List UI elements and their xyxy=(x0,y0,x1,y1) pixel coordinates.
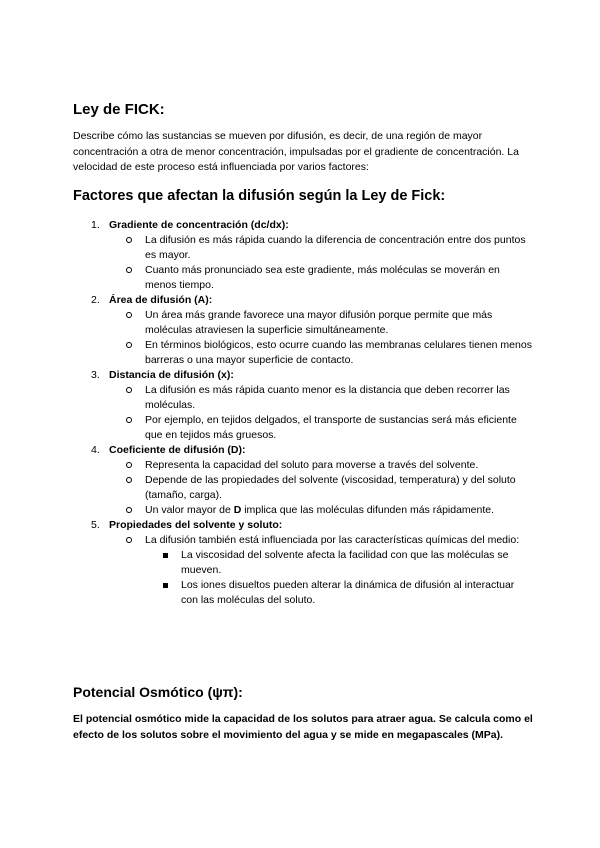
factor-details xyxy=(109,308,533,368)
hollow-bullet-icon xyxy=(126,342,132,348)
list-number: 5. xyxy=(91,519,100,531)
factor-item xyxy=(73,518,533,608)
detail-text: La difusión también está influenciada por las características químicas del medio: xyxy=(145,534,520,546)
nested-text: La viscosidad del solvente afecta la facilidad con que las moléculas se mueven. xyxy=(181,549,509,576)
nested-item xyxy=(145,548,533,578)
detail-item xyxy=(109,338,533,368)
factor-heading: Gradiente de concentración (dc/dx): xyxy=(109,219,289,231)
factor-details xyxy=(109,233,533,293)
hollow-bullet-icon xyxy=(126,312,132,318)
detail-text: Un valor mayor de xyxy=(145,504,234,516)
hollow-bullet-icon xyxy=(126,237,132,243)
factor-item xyxy=(73,368,533,443)
detail-text: Cuanto más pronunciado sea este gradiente, más moléculas se moverán en menos tiempo. xyxy=(145,264,500,291)
factor-item xyxy=(73,293,533,368)
detail-text: En términos biológicos, esto ocurre cuando las membranas celulares tienen menos barreras o una mayor superficie de contacto. xyxy=(145,339,532,366)
list-number: 2. xyxy=(91,294,100,306)
hollow-bullet-icon xyxy=(126,462,132,468)
factor-item xyxy=(73,443,533,518)
detail-item xyxy=(109,458,533,473)
detail-text: La difusión es más rápida cuando la diferencia de concentración entre dos puntos es mayor. xyxy=(145,234,526,261)
nested-details xyxy=(145,548,533,608)
detail-text: La difusión es más rápida cuanto menor es la distancia que deben recorrer las moléculas. xyxy=(145,384,510,411)
factors-list xyxy=(73,218,533,608)
nested-text: Los iones disueltos pueden alterar la dinámica de difusión al interactuar con las moléculas del soluto. xyxy=(181,579,515,606)
hollow-bullet-icon xyxy=(126,537,132,543)
hollow-bullet-icon xyxy=(126,477,132,483)
heading-potencial-osmotico: Potencial Osmótico (ψπ): xyxy=(73,684,243,700)
factor-heading: Área de difusión (A): xyxy=(109,294,213,306)
factor-heading: Propiedades del solvente y soluto: xyxy=(109,519,283,531)
list-number: 4. xyxy=(91,444,100,456)
nested-item xyxy=(145,578,533,608)
detail-item xyxy=(109,233,533,263)
square-bullet-icon xyxy=(163,553,168,558)
detail-item xyxy=(109,413,533,443)
detail-item xyxy=(109,503,533,518)
factor-details xyxy=(109,458,533,518)
factor-details xyxy=(109,533,533,608)
detail-item xyxy=(109,473,533,503)
detail-text: Por ejemplo, en tejidos delgados, el transporte de sustancias será más eficiente que en tejidos más gruesos. xyxy=(145,414,517,441)
hollow-bullet-icon xyxy=(126,267,132,273)
hollow-bullet-icon xyxy=(126,417,132,423)
osmotic-paragraph: El potencial osmótico mide la capacidad de los solutos para atraer agua. Se calcula como el efecto de los solutos sobre el movimiento del agua y se mide en megapascales (MPa). xyxy=(73,713,533,741)
detail-item xyxy=(109,383,533,413)
factor-heading: Coeficiente de difusión (D): xyxy=(109,444,246,456)
intro-paragraph: Describe cómo las sustancias se mueven por difusión, es decir, de una región de mayor concentración a otra de menor concentración, impulsadas por el gradiente de concentración. La velocidad de este proceso está influenciada por varios factores: xyxy=(73,130,519,173)
detail-item xyxy=(109,533,533,608)
heading-ley-de-fick: Ley de FICK: xyxy=(73,101,165,118)
square-bullet-icon xyxy=(163,583,168,588)
detail-text: implica que las moléculas difunden más rápidamente. xyxy=(241,504,495,516)
factor-item xyxy=(73,218,533,293)
detail-text: Representa la capacidad del soluto para moverse a través del solvente. xyxy=(145,459,479,471)
heading-factores: Factores que afectan la difusión según la Ley de Fick: xyxy=(73,188,446,204)
hollow-bullet-icon xyxy=(126,507,132,513)
list-number: 3. xyxy=(91,369,100,381)
detail-text: Un área más grande favorece una mayor difusión porque permite que más moléculas atraviesen la superficie simultáneamente. xyxy=(145,309,493,336)
list-number: 1. xyxy=(91,219,100,231)
factor-heading: Distancia de difusión (x): xyxy=(109,369,234,381)
symbol-d: D xyxy=(233,504,242,516)
detail-item xyxy=(109,308,533,338)
factor-details xyxy=(109,383,533,443)
hollow-bullet-icon xyxy=(126,387,132,393)
detail-item xyxy=(109,263,533,293)
detail-text: Depende de las propiedades del solvente (viscosidad, temperatura) y del soluto (tamaño, carga). xyxy=(145,474,516,501)
